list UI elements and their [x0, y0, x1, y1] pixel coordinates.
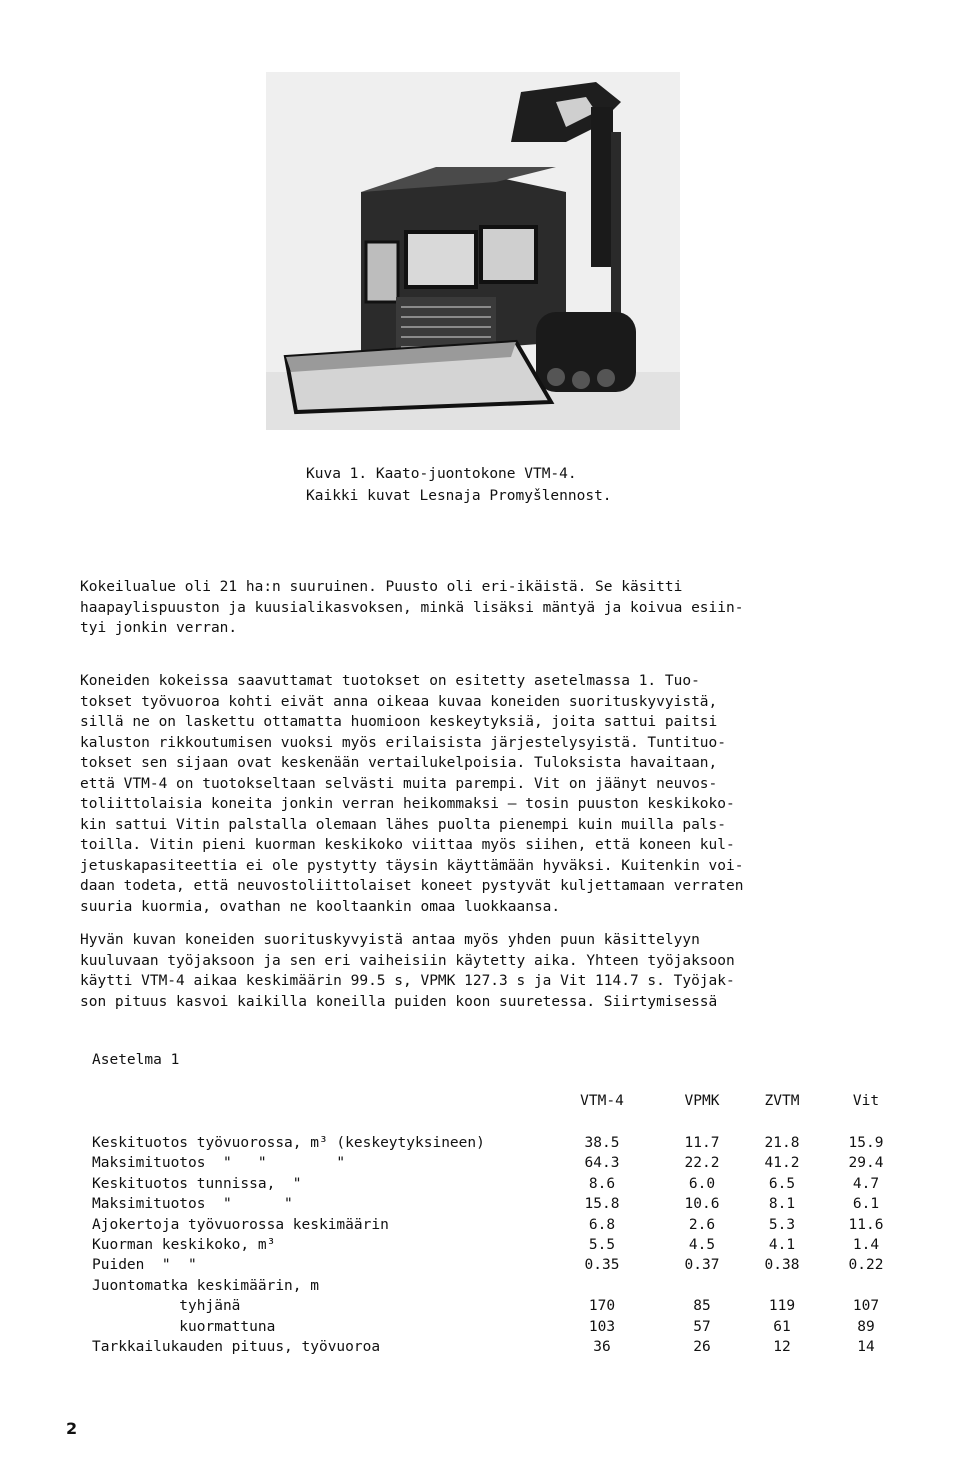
cell-value: 107	[852, 1298, 880, 1315]
cell-value: 0.38	[764, 1257, 800, 1274]
text-line: Kokeilualue oli 21 ha:n suuruinen. Puusto oli eri-ikäistä. Se käsitti	[80, 579, 683, 595]
cell-value: 6.5	[768, 1175, 796, 1192]
cell-value: 38.5	[584, 1135, 620, 1151]
cell-value: 6.0	[688, 1175, 716, 1192]
table-row	[92, 1337, 882, 1357]
text-line: daan todeta, että neuvostoliittolaiset koneet pystyvät kuljettamaan verraten	[80, 878, 744, 894]
figure-caption	[306, 463, 826, 507]
column-header: Vit	[852, 1093, 880, 1109]
text-line: tokset työvuoroa kohti eivät anna oikeaa kuvaa koneiden suorituskyvyistä,	[80, 693, 718, 710]
table-row	[92, 1194, 882, 1214]
cell-value: 15.9	[848, 1135, 884, 1151]
column-header: ZVTM	[764, 1093, 800, 1109]
cell-value: 119	[768, 1298, 796, 1315]
results-table	[92, 1093, 882, 1357]
row-label: Kuorman keskikoko, m³	[92, 1236, 276, 1253]
paragraph-1	[80, 577, 900, 639]
row-label: Keskituotos työvuorossa, m³ (keskeytyksineen)	[92, 1135, 485, 1151]
text-line: tokset sen sijaan ovat keskenään vertailukelpoisia. Tuloksista havaitaan,	[80, 755, 718, 771]
cell-value: 26	[693, 1338, 711, 1355]
cell-value: 4.7	[852, 1175, 880, 1192]
table-row	[92, 1235, 882, 1255]
table-title: Asetelma 1	[92, 1052, 180, 1068]
table-header	[92, 1093, 882, 1133]
table-row	[92, 1133, 882, 1153]
table-row	[92, 1174, 882, 1194]
logging-machine-illustration	[266, 72, 680, 430]
text-line: kaluston rikkoutumisen vuoksi myös erilaisista järjestelysyistä. Tuntituo-	[80, 734, 727, 751]
cell-value: 29.4	[848, 1155, 884, 1172]
cell-value: 21.8	[764, 1135, 800, 1151]
paragraph-2	[80, 671, 900, 917]
text-line: haapaylispuuston ja kuusialikasvoksen, minkä lisäksi mäntyä ja koivua esiin-	[80, 599, 744, 616]
cell-value: 12	[773, 1338, 791, 1355]
cell-value: 11.7	[684, 1135, 720, 1151]
cell-value: 0.37	[684, 1257, 720, 1274]
cell-value: 10.6	[684, 1196, 720, 1213]
cell-value: 8.6	[588, 1175, 616, 1192]
table-row	[92, 1276, 882, 1296]
paragraph-3	[80, 930, 900, 1012]
cell-value: 2.6	[688, 1216, 716, 1233]
row-label: Ajokertoja työvuorossa keskimäärin	[92, 1216, 389, 1233]
cell-value: 41.2	[764, 1155, 800, 1172]
table-row	[92, 1255, 882, 1275]
text-line: että VTM-4 on tuotokseltaan selvästi muita parempi. Vit on jäänyt neuvos-	[80, 775, 718, 792]
table-row	[92, 1153, 882, 1173]
row-label: Keskituotos tunnissa, "	[92, 1175, 302, 1192]
row-label: Maksimituotos " " "	[92, 1155, 346, 1172]
cell-value: 4.1	[768, 1236, 796, 1253]
row-label: Juontomatka keskimäärin, m	[92, 1277, 319, 1294]
row-label: Puiden " "	[92, 1257, 197, 1274]
cell-value: 57	[693, 1318, 711, 1335]
text-line: käytti VTM-4 aikaa keskimäärin 99.5 s, VPMK 127.3 s ja Vit 114.7 s. Työjak-	[80, 973, 735, 989]
cell-value: 85	[693, 1298, 711, 1315]
text-line: suuria kuormia, ovathan ne kooltaankin omaa luokkaansa.	[80, 898, 561, 915]
cell-value: 61	[773, 1318, 791, 1335]
cell-value: 11.6	[848, 1216, 884, 1233]
column-header: VPMK	[684, 1093, 720, 1109]
cell-value: 36	[593, 1338, 611, 1355]
cell-value: 22.2	[684, 1155, 720, 1172]
text-line: kuuluvaan työjaksoon ja sen eri vaiheisiin käytetty aika. Yhteen työjaksoon	[80, 952, 735, 969]
cell-value: 89	[857, 1318, 875, 1335]
machine-photo	[266, 72, 680, 430]
cell-value: 170	[588, 1298, 616, 1315]
text-line: toliittolaisia koneita jonkin verran heikommaksi — tosin puuston keskikoko-	[80, 796, 735, 812]
text-line: toilla. Vitin pieni kuorman keskikoko viittaa myös siihen, että koneen kul-	[80, 837, 735, 853]
page-number: 2	[66, 1419, 78, 1438]
cell-value: 1.4	[852, 1236, 880, 1253]
cell-value: 15.8	[584, 1196, 620, 1213]
row-label: tyhjänä	[92, 1298, 241, 1315]
cell-value: 0.35	[584, 1257, 620, 1274]
cell-value: 64.3	[584, 1155, 620, 1172]
text-line: sillä ne on laskettu ottamatta huomioon keskeytyksiä, joita sattui paitsi	[80, 714, 718, 730]
cell-value: 4.5	[688, 1236, 716, 1253]
text-line: Hyvän kuvan koneiden suorituskyvyistä antaa myös yhden puun käsittelyyn	[80, 932, 700, 948]
table-row	[92, 1296, 882, 1316]
text-line: kin sattui Vitin palstalla olemaan lähes puolta pienempi kuin muilla pals-	[80, 816, 727, 833]
cell-value: 6.8	[588, 1216, 616, 1233]
row-label: Maksimituotos " "	[92, 1196, 293, 1213]
column-header: VTM-4	[580, 1093, 624, 1109]
table-row	[92, 1215, 882, 1235]
row-label: Tarkkailukauden pituus, työvuoroa	[92, 1338, 381, 1355]
text-line: jetuskapasiteettia ei ole pystytty täysin käyttämään hyväksi. Kuitenkin voi-	[80, 857, 744, 874]
cell-value: 5.5	[588, 1236, 616, 1253]
text-line: son pituus kasvoi kaikilla koneilla puiden koon suuretessa. Siirtymisessä	[80, 993, 718, 1010]
caption-line: Kuva 1. Kaato-juontokone VTM-4.	[306, 466, 577, 482]
text-line: Koneiden kokeissa saavuttamat tuotokset on esitetty asetelmassa 1. Tuo-	[80, 673, 700, 689]
text-line: tyi jonkin verran.	[80, 620, 238, 636]
cell-value: 14	[857, 1338, 875, 1355]
cell-value: 0.22	[848, 1257, 884, 1274]
caption-line: Kaikki kuvat Lesnaja Promyšlennost.	[306, 488, 612, 504]
cell-value: 103	[588, 1318, 616, 1335]
cell-value: 8.1	[768, 1196, 796, 1213]
cell-value: 6.1	[852, 1196, 880, 1213]
cell-value: 5.3	[768, 1216, 796, 1233]
table-row	[92, 1317, 882, 1337]
row-label: kuormattuna	[92, 1318, 276, 1335]
